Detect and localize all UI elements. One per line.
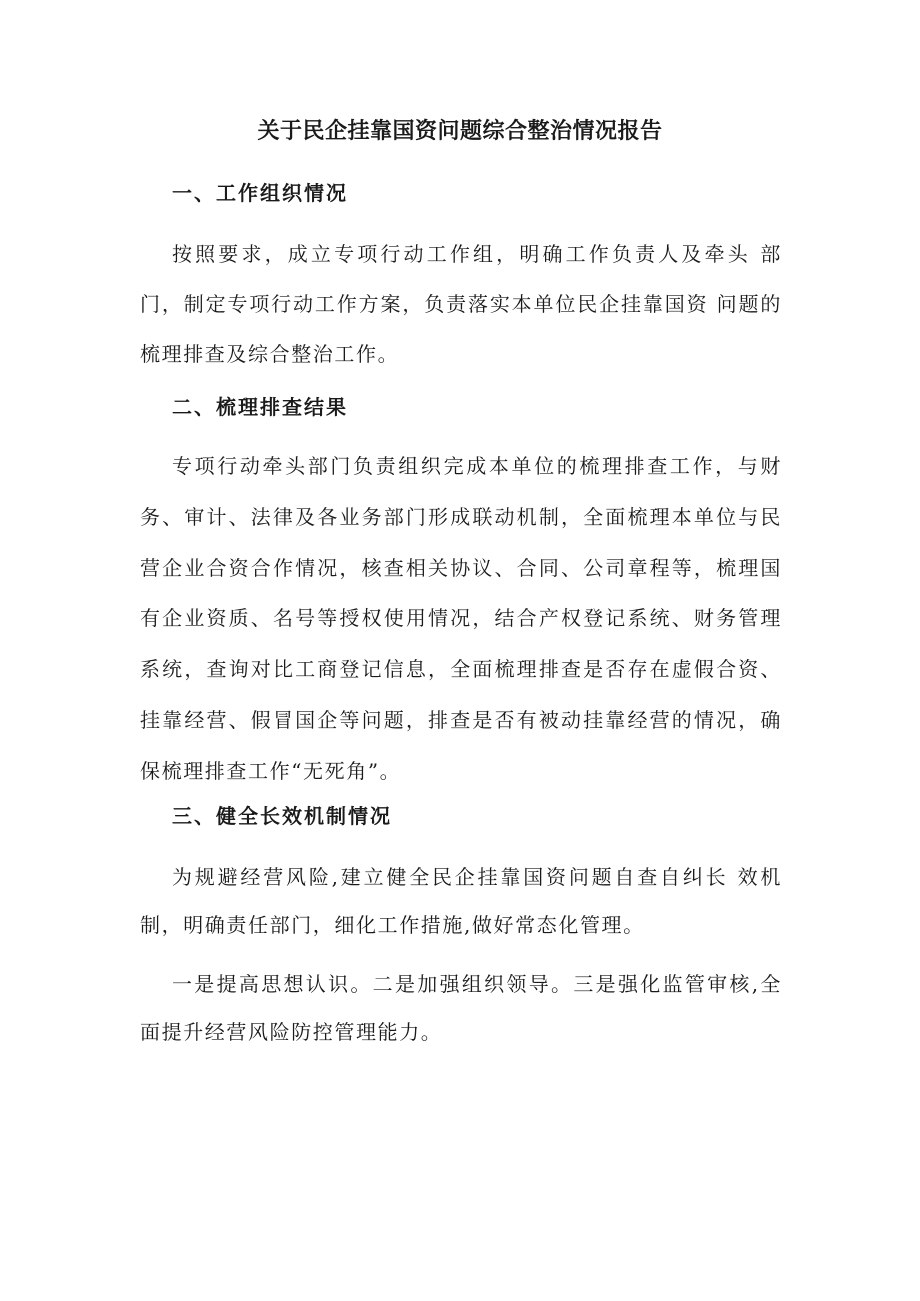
section-paragraph-results: 专项行动牵头部门负责组织完成本单位的梳理排查工作，与财务、审计、法律及各业务部门形成联动机制，全面梳理本单位与民营企业合资合作情况，核查相关协议、合同、公司章程等，梳理国有企业资质、名号等授权使用情况，结合产权登记系统、财务管理系统，查询对比工商登记信息，全面梳理排查是否存在虚假合资、挂靠经营、假冒国企等问题，排查是否有被动挂靠经营的情况，确保梳理排查工作“无死角”。 — [140, 454, 782, 783]
section-paragraph-measures: 一是提高思想认识。二是加强组织领导。三是强化监管审核,全面提升经营风险防控管理能力。 — [140, 972, 782, 1044]
section-heading-organization: 一、工作组织情况 — [172, 181, 348, 205]
document-title: 关于民企挂靠国资问题综合整治情况报告 — [257, 119, 663, 144]
section-heading-mechanism: 三、健全长效机制情况 — [172, 804, 392, 828]
section-heading-results: 二、梳理排查结果 — [172, 395, 348, 419]
section-paragraph-organization: 按照要求，成立专项行动工作组，明确工作负责人及牵头 部门，制定专项行动工作方案，负责落实本单位民企挂靠国资 问题的梳理排查及综合整治工作。 — [140, 242, 782, 366]
section-paragraph-mechanism: 为规避经营风险,建立健全民企挂靠国资问题自查自纠长 效机制，明确责任部门，细化工作措施,做好常态化管理。 — [140, 865, 782, 937]
